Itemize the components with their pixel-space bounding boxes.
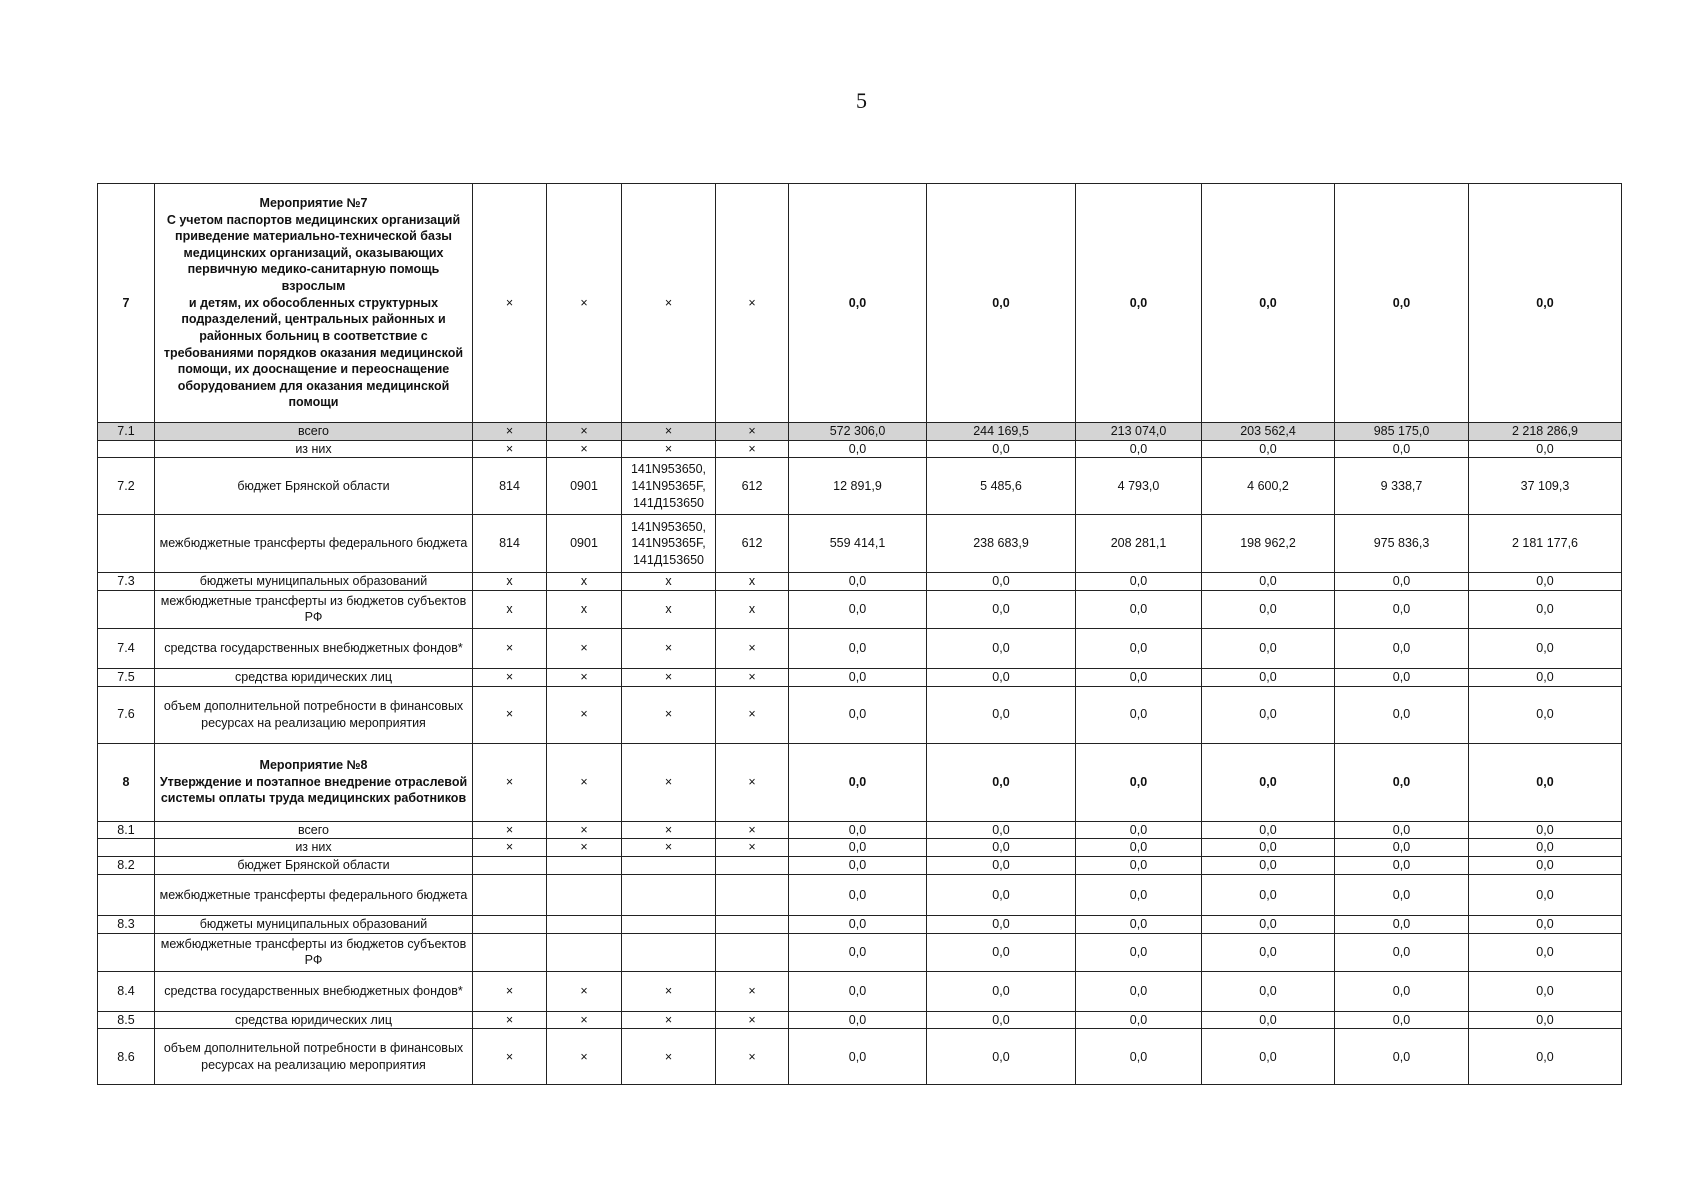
code-cell: × [622,971,716,1011]
value-cell: 0,0 [1335,857,1469,875]
value-cell: 12 891,9 [789,458,927,515]
value-cell: 0,0 [1076,743,1202,821]
value-cell: 0,0 [1469,933,1622,971]
code-cell: 141N953650, 141N95365F, 141Д153650 [622,515,716,573]
row-label: объем дополнительной потребности в финансовых ресурсах на реализацию мероприятия [155,686,473,743]
table-row [98,423,1622,441]
code-cell [547,933,622,971]
code-cell: x [716,573,789,591]
row-label: средства государственных внебюджетных фондов* [155,628,473,668]
value-cell: 0,0 [927,628,1076,668]
value-cell: 0,0 [1202,933,1335,971]
value-cell: 0,0 [1469,1011,1622,1029]
budget-table [97,183,1622,1085]
title-line: Утверждение и поэтапное внедрение отраслевой [159,774,468,789]
value-cell: 0,0 [1076,916,1202,934]
code-cell: 612 [716,458,789,515]
code-cell: × [716,668,789,686]
title-line: требованиями порядков оказания медицинской [163,345,464,360]
value-cell: 0,0 [789,440,927,458]
value-cell: 37 109,3 [1469,458,1622,515]
code-cell: x [473,573,547,591]
title-line: Мероприятие №7 [259,195,368,210]
code-cell: × [716,743,789,821]
value-cell: 0,0 [1335,971,1469,1011]
value-cell: 213 074,0 [1076,423,1202,441]
value-cell: 0,0 [789,628,927,668]
value-cell: 0,0 [1469,916,1622,934]
value-cell: 0,0 [1335,933,1469,971]
row-label: межбюджетные трансферты из бюджетов субъектов РФ [155,590,473,628]
code-cell: × [547,839,622,857]
value-cell: 0,0 [1469,839,1622,857]
code-cell: × [547,971,622,1011]
table-row [98,686,1622,743]
value-cell: 0,0 [1335,628,1469,668]
code-cell: × [622,628,716,668]
value-cell: 0,0 [927,971,1076,1011]
value-cell: 0,0 [1076,839,1202,857]
value-cell: 0,0 [1335,916,1469,934]
value-cell: 0,0 [1076,933,1202,971]
code-cell: 814 [473,458,547,515]
row-number: 7.6 [98,686,155,743]
row-number: 8.5 [98,1011,155,1029]
code-cell: × [547,1011,622,1029]
code-cell: × [622,686,716,743]
code-cell: × [716,1029,789,1085]
code-cell [473,857,547,875]
code-cell: × [716,1011,789,1029]
value-cell: 0,0 [1076,628,1202,668]
row-number: 7.3 [98,573,155,591]
value-cell: 0,0 [789,857,927,875]
code-cell [547,857,622,875]
row-number [98,933,155,971]
table-row [98,933,1622,971]
code-cell [473,916,547,934]
row-label: бюджет Брянской области [155,857,473,875]
code-cell [716,875,789,916]
row-label: межбюджетные трансферты федерального бюджета [155,515,473,573]
table-row [98,515,1622,573]
value-cell: 244 169,5 [927,423,1076,441]
value-cell: 0,0 [1202,184,1335,423]
code-cell: × [622,839,716,857]
row-label: из них [155,839,473,857]
value-cell: 0,0 [1202,875,1335,916]
activity-title [155,743,473,821]
row-label: средства государственных внебюджетных фондов* [155,971,473,1011]
title-line: С учетом паспортов медицинских организаций [166,212,461,227]
code-cell: x [547,590,622,628]
value-cell: 0,0 [1076,821,1202,839]
value-cell: 0,0 [927,1011,1076,1029]
value-cell: 0,0 [1335,686,1469,743]
value-cell: 0,0 [789,686,927,743]
value-cell: 0,0 [1202,857,1335,875]
value-cell: 0,0 [789,1029,927,1085]
row-number: 7 [98,184,155,423]
value-cell: 0,0 [1469,440,1622,458]
value-cell: 0,0 [1202,821,1335,839]
value-cell: 0,0 [1335,875,1469,916]
row-number [98,590,155,628]
table-row [98,839,1622,857]
value-cell: 0,0 [927,916,1076,934]
code-cell [716,857,789,875]
code-cell: × [473,423,547,441]
value-cell: 0,0 [1076,875,1202,916]
code-cell [473,875,547,916]
code-cell: × [716,971,789,1011]
row-label: всего [155,423,473,441]
code-cell: × [622,1011,716,1029]
code-cell: × [547,440,622,458]
value-cell: 0,0 [1469,875,1622,916]
value-cell: 0,0 [1076,857,1202,875]
value-cell: 9 338,7 [1335,458,1469,515]
value-cell: 0,0 [927,743,1076,821]
code-cell: × [716,423,789,441]
table-row [98,875,1622,916]
code-cell: x [716,590,789,628]
value-cell: 985 175,0 [1335,423,1469,441]
value-cell: 198 962,2 [1202,515,1335,573]
table-row [98,440,1622,458]
table-row [98,1029,1622,1085]
value-cell: 0,0 [1335,440,1469,458]
value-cell: 0,0 [1469,686,1622,743]
value-cell: 0,0 [1202,839,1335,857]
row-number: 7.5 [98,668,155,686]
value-cell: 0,0 [1469,1029,1622,1085]
code-cell: × [547,1029,622,1085]
value-cell: 0,0 [789,573,927,591]
title-line: и детям, их обособленных структурных [188,295,439,310]
row-number: 8.1 [98,821,155,839]
code-cell: × [547,628,622,668]
value-cell: 0,0 [1469,573,1622,591]
code-cell [622,933,716,971]
row-number: 8.6 [98,1029,155,1085]
row-label: средства юридических лиц [155,1011,473,1029]
value-cell: 0,0 [1469,628,1622,668]
row-number: 8.3 [98,916,155,934]
value-cell: 0,0 [789,821,927,839]
value-cell: 0,0 [789,184,927,423]
title-line: медицинских организаций, оказывающих [183,245,444,260]
code-cell: x [622,590,716,628]
row-label: средства юридических лиц [155,668,473,686]
title-line: Мероприятие №8 [259,758,368,773]
row-label: бюджеты муниципальных образований [155,573,473,591]
value-cell: 0,0 [1469,857,1622,875]
title-line: оборудованием для оказания медицинской [177,378,450,393]
value-cell: 0,0 [1202,686,1335,743]
code-cell: x [473,590,547,628]
code-cell [622,875,716,916]
row-label: бюджет Брянской области [155,458,473,515]
table-row [98,590,1622,628]
title-line: районных больниц в соответствие с [199,328,428,343]
code-cell: 0901 [547,458,622,515]
value-cell: 0,0 [1076,971,1202,1011]
row-number: 8 [98,743,155,821]
value-cell: 0,0 [927,1029,1076,1085]
value-cell: 0,0 [1335,743,1469,821]
code-cell: 0901 [547,515,622,573]
row-number: 7.1 [98,423,155,441]
code-cell [622,857,716,875]
code-cell: × [547,423,622,441]
code-cell: × [547,668,622,686]
value-cell: 0,0 [1335,668,1469,686]
table-row [98,628,1622,668]
code-cell: × [473,628,547,668]
code-cell: × [716,686,789,743]
code-cell: × [473,839,547,857]
value-cell: 0,0 [927,839,1076,857]
row-label: межбюджетные трансферты федерального бюджета [155,875,473,916]
value-cell: 0,0 [1076,440,1202,458]
row-number [98,875,155,916]
code-cell: × [473,440,547,458]
activity-title [155,184,473,423]
value-cell: 0,0 [1076,686,1202,743]
title-line: помощи, их дооснащение и переоснащение [177,362,450,377]
code-cell: × [622,1029,716,1085]
title-line: подразделений, центральных районных и [181,312,446,327]
table-row [98,916,1622,934]
code-cell: × [473,1029,547,1085]
value-cell: 0,0 [1202,590,1335,628]
value-cell: 0,0 [1469,743,1622,821]
value-cell: 0,0 [1469,668,1622,686]
code-cell: x [547,573,622,591]
code-cell: 814 [473,515,547,573]
row-number: 8.2 [98,857,155,875]
value-cell: 0,0 [789,839,927,857]
value-cell: 5 485,6 [927,458,1076,515]
value-cell: 0,0 [789,933,927,971]
code-cell: 612 [716,515,789,573]
value-cell: 0,0 [1076,573,1202,591]
value-cell: 0,0 [1469,821,1622,839]
value-cell: 0,0 [1469,971,1622,1011]
code-cell [622,916,716,934]
row-label: межбюджетные трансферты из бюджетов субъектов РФ [155,933,473,971]
table-row [98,857,1622,875]
code-cell: × [473,668,547,686]
value-cell: 2 218 286,9 [1469,423,1622,441]
table-row [98,184,1622,423]
value-cell: 0,0 [789,743,927,821]
value-cell: 0,0 [1335,839,1469,857]
value-cell: 0,0 [927,686,1076,743]
code-cell: × [473,184,547,423]
code-cell: × [547,184,622,423]
code-cell [547,875,622,916]
table-row [98,458,1622,515]
value-cell: 208 281,1 [1076,515,1202,573]
code-cell: × [547,821,622,839]
code-cell: 141N953650, 141N95365F, 141Д153650 [622,458,716,515]
code-cell: × [473,686,547,743]
code-cell: × [473,971,547,1011]
code-cell: × [622,743,716,821]
value-cell: 0,0 [927,668,1076,686]
table-row [98,743,1622,821]
table-row [98,668,1622,686]
value-cell: 0,0 [789,590,927,628]
value-cell: 0,0 [1202,628,1335,668]
value-cell: 0,0 [1076,184,1202,423]
value-cell: 0,0 [1202,440,1335,458]
row-label: из них [155,440,473,458]
value-cell: 0,0 [1335,1029,1469,1085]
value-cell: 0,0 [1202,916,1335,934]
code-cell: × [716,628,789,668]
code-cell: × [473,1011,547,1029]
row-label: бюджеты муниципальных образований [155,916,473,934]
code-cell: × [473,743,547,821]
value-cell: 238 683,9 [927,515,1076,573]
value-cell: 0,0 [789,668,927,686]
title-line: первичную медико-санитарную помощь взрослым [187,262,440,294]
value-cell: 0,0 [1076,590,1202,628]
value-cell: 0,0 [1335,821,1469,839]
value-cell: 559 414,1 [789,515,927,573]
value-cell: 0,0 [1335,184,1469,423]
table-row [98,573,1622,591]
value-cell: 0,0 [927,933,1076,971]
value-cell: 0,0 [789,916,927,934]
row-label: объем дополнительной потребности в финансовых ресурсах на реализацию мероприятия [155,1029,473,1085]
value-cell: 0,0 [1202,1011,1335,1029]
code-cell: x [622,573,716,591]
row-number: 8.4 [98,971,155,1011]
value-cell: 975 836,3 [1335,515,1469,573]
value-cell: 0,0 [789,971,927,1011]
value-cell: 0,0 [1469,590,1622,628]
value-cell: 0,0 [1076,1011,1202,1029]
value-cell: 0,0 [1335,573,1469,591]
value-cell: 0,0 [927,184,1076,423]
row-number [98,440,155,458]
row-number: 7.4 [98,628,155,668]
row-label: всего [155,821,473,839]
value-cell: 0,0 [1469,184,1622,423]
code-cell: × [547,686,622,743]
code-cell [473,933,547,971]
value-cell: 0,0 [927,875,1076,916]
code-cell: × [622,440,716,458]
title-line: помощи [288,395,339,410]
value-cell: 0,0 [1202,743,1335,821]
code-cell: × [622,668,716,686]
value-cell: 0,0 [927,857,1076,875]
value-cell: 0,0 [927,440,1076,458]
code-cell: × [716,821,789,839]
title-line: приведение материально-технической базы [175,229,452,244]
value-cell: 0,0 [927,590,1076,628]
value-cell: 0,0 [1202,1029,1335,1085]
value-cell: 0,0 [927,821,1076,839]
value-cell: 203 562,4 [1202,423,1335,441]
value-cell: 0,0 [789,1011,927,1029]
code-cell: × [622,821,716,839]
value-cell: 0,0 [789,875,927,916]
value-cell: 0,0 [1202,573,1335,591]
title-line: системы оплаты труда медицинских работников [160,791,467,806]
value-cell: 0,0 [1076,668,1202,686]
code-cell [716,916,789,934]
value-cell: 0,0 [1202,971,1335,1011]
row-number [98,839,155,857]
code-cell: × [622,184,716,423]
code-cell [547,916,622,934]
table-row [98,1011,1622,1029]
row-number: 7.2 [98,458,155,515]
code-cell: × [716,440,789,458]
code-cell: × [716,839,789,857]
value-cell: 4 793,0 [1076,458,1202,515]
value-cell: 0,0 [1076,1029,1202,1085]
code-cell: × [473,821,547,839]
row-number [98,515,155,573]
value-cell: 0,0 [1202,668,1335,686]
code-cell: × [716,184,789,423]
table-row [98,971,1622,1011]
value-cell: 0,0 [1335,590,1469,628]
value-cell: 572 306,0 [789,423,927,441]
code-cell: × [547,743,622,821]
page-number: 5 [856,88,867,113]
table-row [98,821,1622,839]
value-cell: 0,0 [927,573,1076,591]
value-cell: 4 600,2 [1202,458,1335,515]
code-cell [716,933,789,971]
code-cell: × [622,423,716,441]
value-cell: 0,0 [1335,1011,1469,1029]
value-cell: 2 181 177,6 [1469,515,1622,573]
